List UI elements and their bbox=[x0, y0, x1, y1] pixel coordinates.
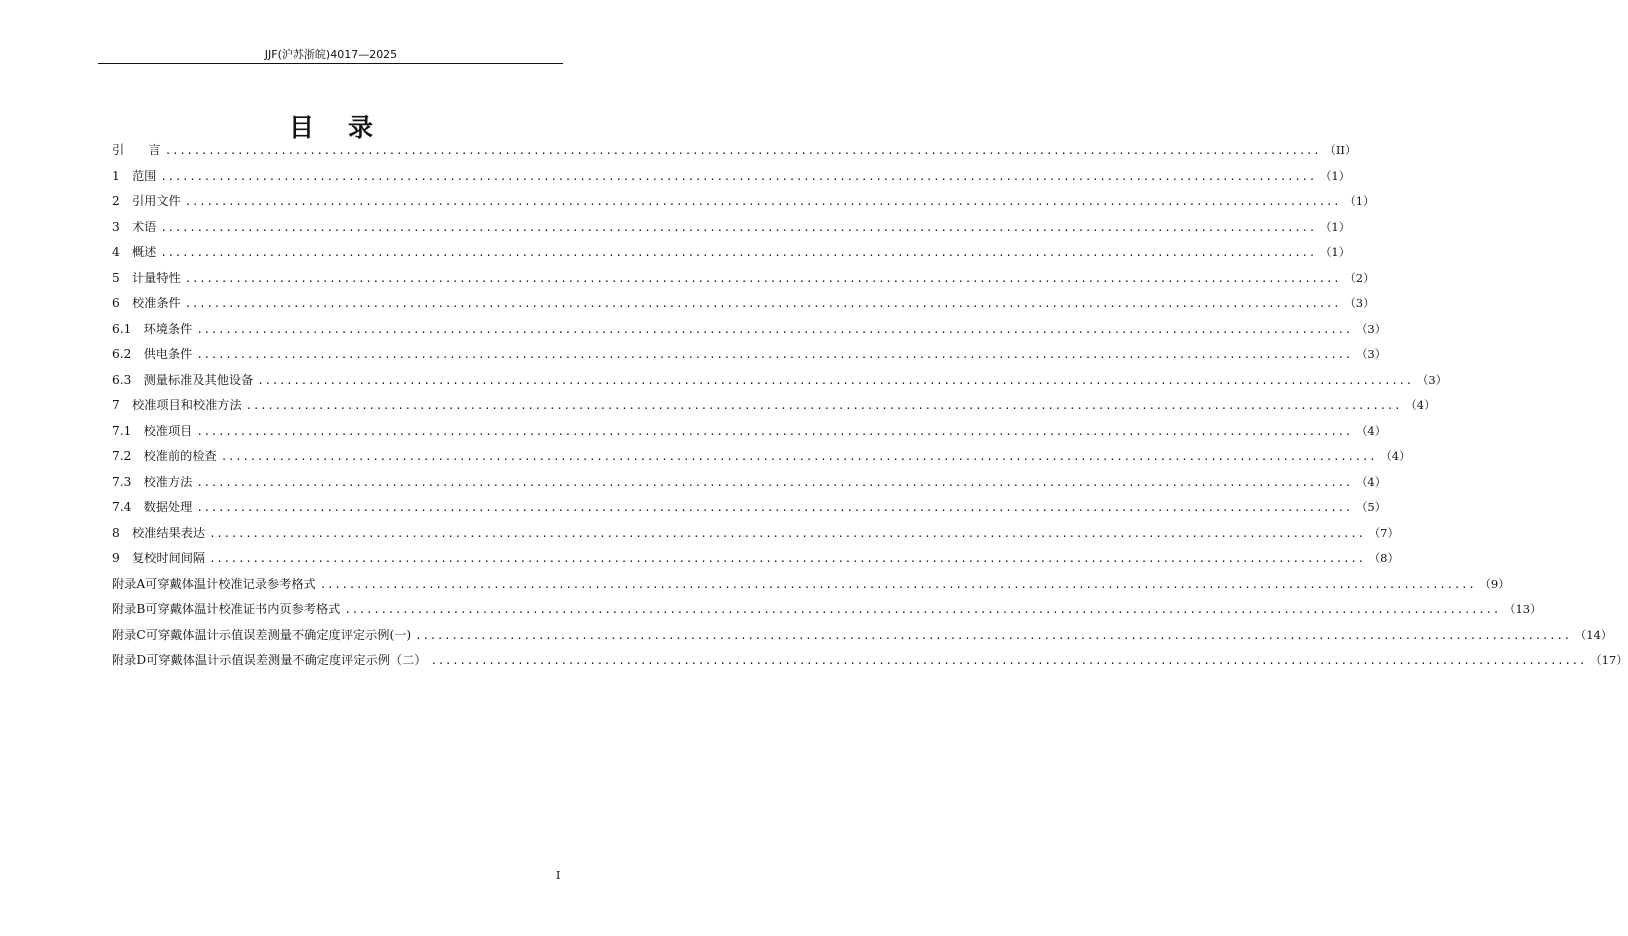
toc-entry[interactable] bbox=[112, 294, 1375, 320]
toc-entry-label: 6.2 供电条件 bbox=[112, 347, 193, 361]
toc-leader-dots: ................................................................................................................................................................ bbox=[160, 246, 1316, 259]
table-of-contents bbox=[112, 141, 1628, 677]
toc-leader-dots: ................................................................................................................................................................ bbox=[430, 654, 1587, 667]
toc-leader-dots: ................................................................................................................................................................ bbox=[245, 399, 1402, 412]
toc-entry-page: （3） bbox=[1416, 372, 1448, 387]
toc-leader-dots: ................................................................................................................................................................ bbox=[160, 220, 1316, 234]
toc-entry-page: （1） bbox=[1319, 245, 1351, 259]
toc-entry-label: 附录D可穿戴体温计示值误差测量不确定度评定示例（二） bbox=[112, 653, 427, 667]
toc-leader-dots: ................................................................................................................................................................ bbox=[344, 603, 1500, 616]
toc-entry[interactable] bbox=[112, 422, 1387, 448]
toc-entry-label: 附录C可穿戴体温计示值误差测量不确定度评定示例(一) bbox=[112, 627, 412, 642]
toc-entry-label: 附录B可穿戴体温计校准证书内页参考格式 bbox=[112, 602, 341, 616]
toc-entry[interactable] bbox=[112, 524, 1400, 550]
toc-entry[interactable] bbox=[112, 243, 1351, 269]
toc-entry[interactable] bbox=[112, 651, 1628, 677]
toc-entry-label: 6.3 测量标准及其他设备 bbox=[112, 372, 254, 387]
toc-entry-page: （5） bbox=[1355, 500, 1387, 514]
toc-entry-page: （3） bbox=[1355, 321, 1387, 336]
toc-leader-dots: ................................................................................................................................................................ bbox=[184, 271, 1341, 285]
toc-entry-label: 附录A可穿戴体温计校准记录参考格式 bbox=[112, 576, 316, 591]
toc-leader-dots: ................................................................................................................................................................ bbox=[415, 628, 1571, 642]
toc-leader-dots: ................................................................................................................................................................ bbox=[164, 144, 1321, 157]
toc-entry-label: 7.2 校准前的检查 bbox=[112, 449, 217, 463]
toc-entry[interactable] bbox=[112, 600, 1542, 626]
toc-entry[interactable] bbox=[112, 575, 1510, 601]
toc-entry-label: 7 校准项目和校准方法 bbox=[112, 398, 242, 412]
toc-leader-dots: ................................................................................................................................................................ bbox=[196, 475, 1352, 489]
toc-entry-page: （1） bbox=[1344, 194, 1375, 208]
toc-entry-page: （3） bbox=[1355, 347, 1387, 361]
toc-entry-page: （1） bbox=[1319, 219, 1351, 234]
toc-entry[interactable] bbox=[112, 218, 1351, 244]
toc-entry-label: 6 校准条件 bbox=[112, 296, 181, 310]
toc-entry-label: 1 范围 bbox=[112, 168, 157, 183]
toc-entry-label: 7.4 数据处理 bbox=[112, 500, 193, 514]
toc-entry[interactable] bbox=[112, 269, 1375, 295]
toc-entry[interactable] bbox=[112, 141, 1357, 167]
toc-entry-label: 8 校准结果表达 bbox=[112, 525, 206, 540]
toc-entry-label: 9 复校时间间隔 bbox=[112, 551, 206, 565]
toc-entry-label: 7.3 校准方法 bbox=[112, 474, 193, 489]
toc-entry-page: （8） bbox=[1368, 551, 1400, 565]
toc-leader-dots: ................................................................................................................................................................ bbox=[196, 501, 1352, 514]
toc-entry-label: 引 言 bbox=[112, 143, 161, 157]
toc-entry-page: （4） bbox=[1355, 423, 1387, 438]
toc-entry[interactable] bbox=[112, 447, 1411, 473]
toc-entry[interactable] bbox=[112, 396, 1436, 422]
toc-leader-dots: ................................................................................................................................................................ bbox=[319, 577, 1476, 591]
toc-entry[interactable] bbox=[112, 549, 1400, 575]
toc-leader-dots: ................................................................................................................................................................ bbox=[184, 297, 1341, 310]
toc-entry-label: 7.1 校准项目 bbox=[112, 423, 193, 438]
toc-entry[interactable] bbox=[112, 498, 1387, 524]
toc-entry[interactable] bbox=[112, 626, 1613, 652]
toc-entry[interactable] bbox=[112, 192, 1375, 218]
toc-entry-page: （4） bbox=[1405, 398, 1436, 412]
toc-leader-dots: ................................................................................................................................................................ bbox=[196, 322, 1352, 336]
toc-leader-dots: ................................................................................................................................................................ bbox=[184, 195, 1341, 208]
header-rule bbox=[98, 63, 563, 64]
toc-leader-dots: ................................................................................................................................................................ bbox=[196, 424, 1352, 438]
toc-entry-label: 6.1 环境条件 bbox=[112, 321, 193, 336]
toc-entry-page: （2） bbox=[1344, 270, 1375, 285]
toc-entry-page: （4） bbox=[1380, 449, 1411, 463]
toc-entry-page: （II） bbox=[1324, 143, 1357, 157]
toc-entry[interactable] bbox=[112, 320, 1387, 346]
page-number: I bbox=[556, 869, 561, 882]
toc-entry-page: （7） bbox=[1368, 525, 1400, 540]
toc-entry-page: （13） bbox=[1503, 602, 1542, 616]
toc-entry[interactable] bbox=[112, 345, 1387, 371]
page-title: 目录 bbox=[288, 113, 407, 142]
toc-leader-dots: ................................................................................................................................................................ bbox=[209, 552, 1365, 565]
toc-entry-page: （17） bbox=[1590, 653, 1628, 667]
toc-entry[interactable] bbox=[112, 473, 1387, 499]
toc-entry-page: （9） bbox=[1479, 576, 1510, 591]
toc-entry-label: 5 计量特性 bbox=[112, 270, 181, 285]
toc-leader-dots: ................................................................................................................................................................ bbox=[160, 169, 1316, 183]
toc-leader-dots: ................................................................................................................................................................ bbox=[220, 450, 1377, 463]
toc-entry-label: 2 引用文件 bbox=[112, 194, 181, 208]
toc-entry-label: 4 概述 bbox=[112, 245, 157, 259]
toc-entry-page: （14） bbox=[1574, 627, 1613, 642]
toc-entry-page: （1） bbox=[1319, 168, 1351, 183]
toc-entry-page: （3） bbox=[1344, 296, 1375, 310]
toc-entry[interactable] bbox=[112, 371, 1448, 397]
toc-leader-dots: ................................................................................................................................................................ bbox=[257, 373, 1413, 387]
toc-entry-page: （4） bbox=[1355, 474, 1387, 489]
toc-leader-dots: ................................................................................................................................................................ bbox=[196, 348, 1352, 361]
toc-leader-dots: ................................................................................................................................................................ bbox=[209, 526, 1365, 540]
page-header: JJF(沪苏浙皖)4017—2025 bbox=[264, 48, 398, 61]
toc-entry-label: 3 术语 bbox=[112, 219, 157, 234]
toc-entry[interactable] bbox=[112, 167, 1351, 193]
